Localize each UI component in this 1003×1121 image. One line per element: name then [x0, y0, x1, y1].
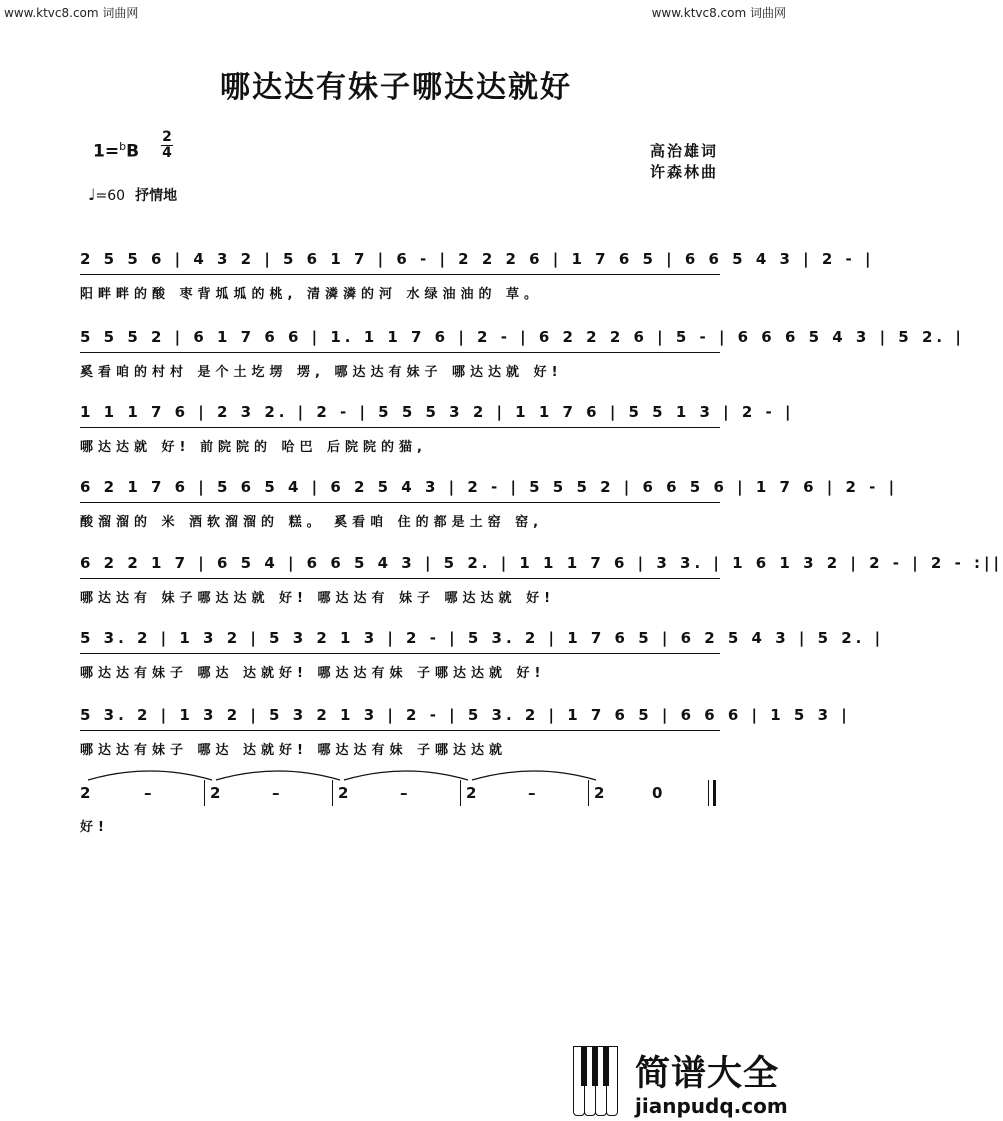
- composer-credit: 许森林曲: [649, 163, 718, 181]
- note: 2: [80, 784, 91, 802]
- notation-line: 5 3. 2 | 1 3 2 | 5 3 2 1 3 | 2 - | 5 3. 2 | 1 7 6 5 | 6 2 5 4 3 | 5 2. |: [80, 623, 720, 654]
- lyric-line: 哪达达就 好! 前院院的 哈巴 后院院的猫,: [80, 440, 427, 455]
- score-row-final: [80, 778, 720, 840]
- lyric-line: 哪达达有 妹子哪达达就 好! 哪达达有 妹子 哪达达就 好!: [80, 591, 556, 606]
- score-row-4: [80, 472, 899, 535]
- tempo-marking: ♩=60 抒情地: [88, 185, 178, 204]
- note: 2: [466, 784, 477, 802]
- note: 2: [338, 784, 349, 802]
- expression-marking: 抒情地: [135, 188, 178, 204]
- time-signature: [161, 130, 173, 161]
- lyric-line: 哪达达有妹子 哪达 达就好! 哪达达有妹 子哪达达就: [80, 743, 508, 758]
- score-row-2: [80, 322, 965, 385]
- notation-line: 6 2 1 7 6 | 5 6 5 4 | 6 2 5 4 3 | 2 - | 5 5 5 2 | 6 6 5 6 | 1 7 6 | 2 - |: [80, 472, 720, 503]
- site-watermark-left: www.ktvc8.com 词曲网: [4, 6, 139, 20]
- lyric-line: 奚看咱的村村 是个土圪塄 塄, 哪达达有妹子 哪达达就 好!: [80, 365, 563, 380]
- score-row-5: [80, 548, 1003, 611]
- score-row-6: [80, 623, 885, 686]
- score-row-1: [80, 244, 875, 307]
- time-signature-bottom: 4: [162, 145, 172, 161]
- note: –: [528, 784, 536, 802]
- notation-line: 1 1 1 7 6 | 2 3 2. | 2 - | 5 5 5 3 2 | 1 1 7 6 | 5 5 1 3 | 2 - |: [80, 397, 720, 428]
- site-logo: [565, 1046, 787, 1118]
- time-signature-top: 2: [162, 129, 172, 145]
- logo-title: 简谱大全: [635, 1054, 780, 1094]
- note: –: [272, 784, 280, 802]
- notation-line: 2 5 5 6 | 4 3 2 | 5 6 1 7 | 6 - | 2 2 2 6 | 1 7 6 5 | 6 6 5 4 3 | 2 - |: [80, 244, 720, 275]
- notation-line: 6 2 2 1 7 | 6 5 4 | 6 6 5 4 3 | 5 2. | 1 1 1 7 6 | 3 3. | 1 6 1 3 2 | 2 - | 2 - :||: [80, 548, 720, 579]
- lyric-line: 阳畔畔的酸 枣背坬坬的桃, 清潾潾的河 水绿油油的 草。: [80, 287, 543, 302]
- quarter-note-icon: ♩: [88, 185, 96, 204]
- logo-url: jianpudq.com: [635, 1094, 788, 1118]
- lyric-line: 好!: [80, 820, 109, 835]
- score-row-7: [80, 700, 851, 763]
- note: 0: [652, 784, 663, 802]
- note: 2: [210, 784, 221, 802]
- notation-line: 5 3. 2 | 1 3 2 | 5 3 2 1 3 | 2 - | 5 3. 2 | 1 7 6 5 | 6 6 6 | 1 5 3 |: [80, 700, 720, 731]
- note: –: [400, 784, 408, 802]
- piano-icon: [573, 1046, 629, 1116]
- note: –: [144, 784, 152, 802]
- note: 2: [594, 784, 605, 802]
- score-row-3: [80, 397, 795, 460]
- site-watermark-right: www.ktvc8.com 词曲网: [651, 6, 786, 20]
- key-signature: 1=$^b$B: [93, 140, 140, 162]
- notation-line: 5 5 5 2 | 6 1 7 6 6 | 1. 1 1 7 6 | 2 - | 6 2 2 2 6 | 5 - | 6 6 6 5 4 3 | 5 2. |: [80, 322, 720, 353]
- notation-line: [80, 778, 720, 808]
- lyric-line: 哪达达有妹子 哪达 达就好! 哪达达有妹 子哪达达就 好!: [80, 666, 546, 681]
- lyricist-credit: 高治雄词: [649, 142, 718, 160]
- lyric-line: 酸溜溜的 米 酒软溜溜的 糕。 奚看咱 住的都是土窑 窑,: [80, 515, 544, 530]
- song-title: 哪达达有妹子哪达达就好: [220, 70, 572, 105]
